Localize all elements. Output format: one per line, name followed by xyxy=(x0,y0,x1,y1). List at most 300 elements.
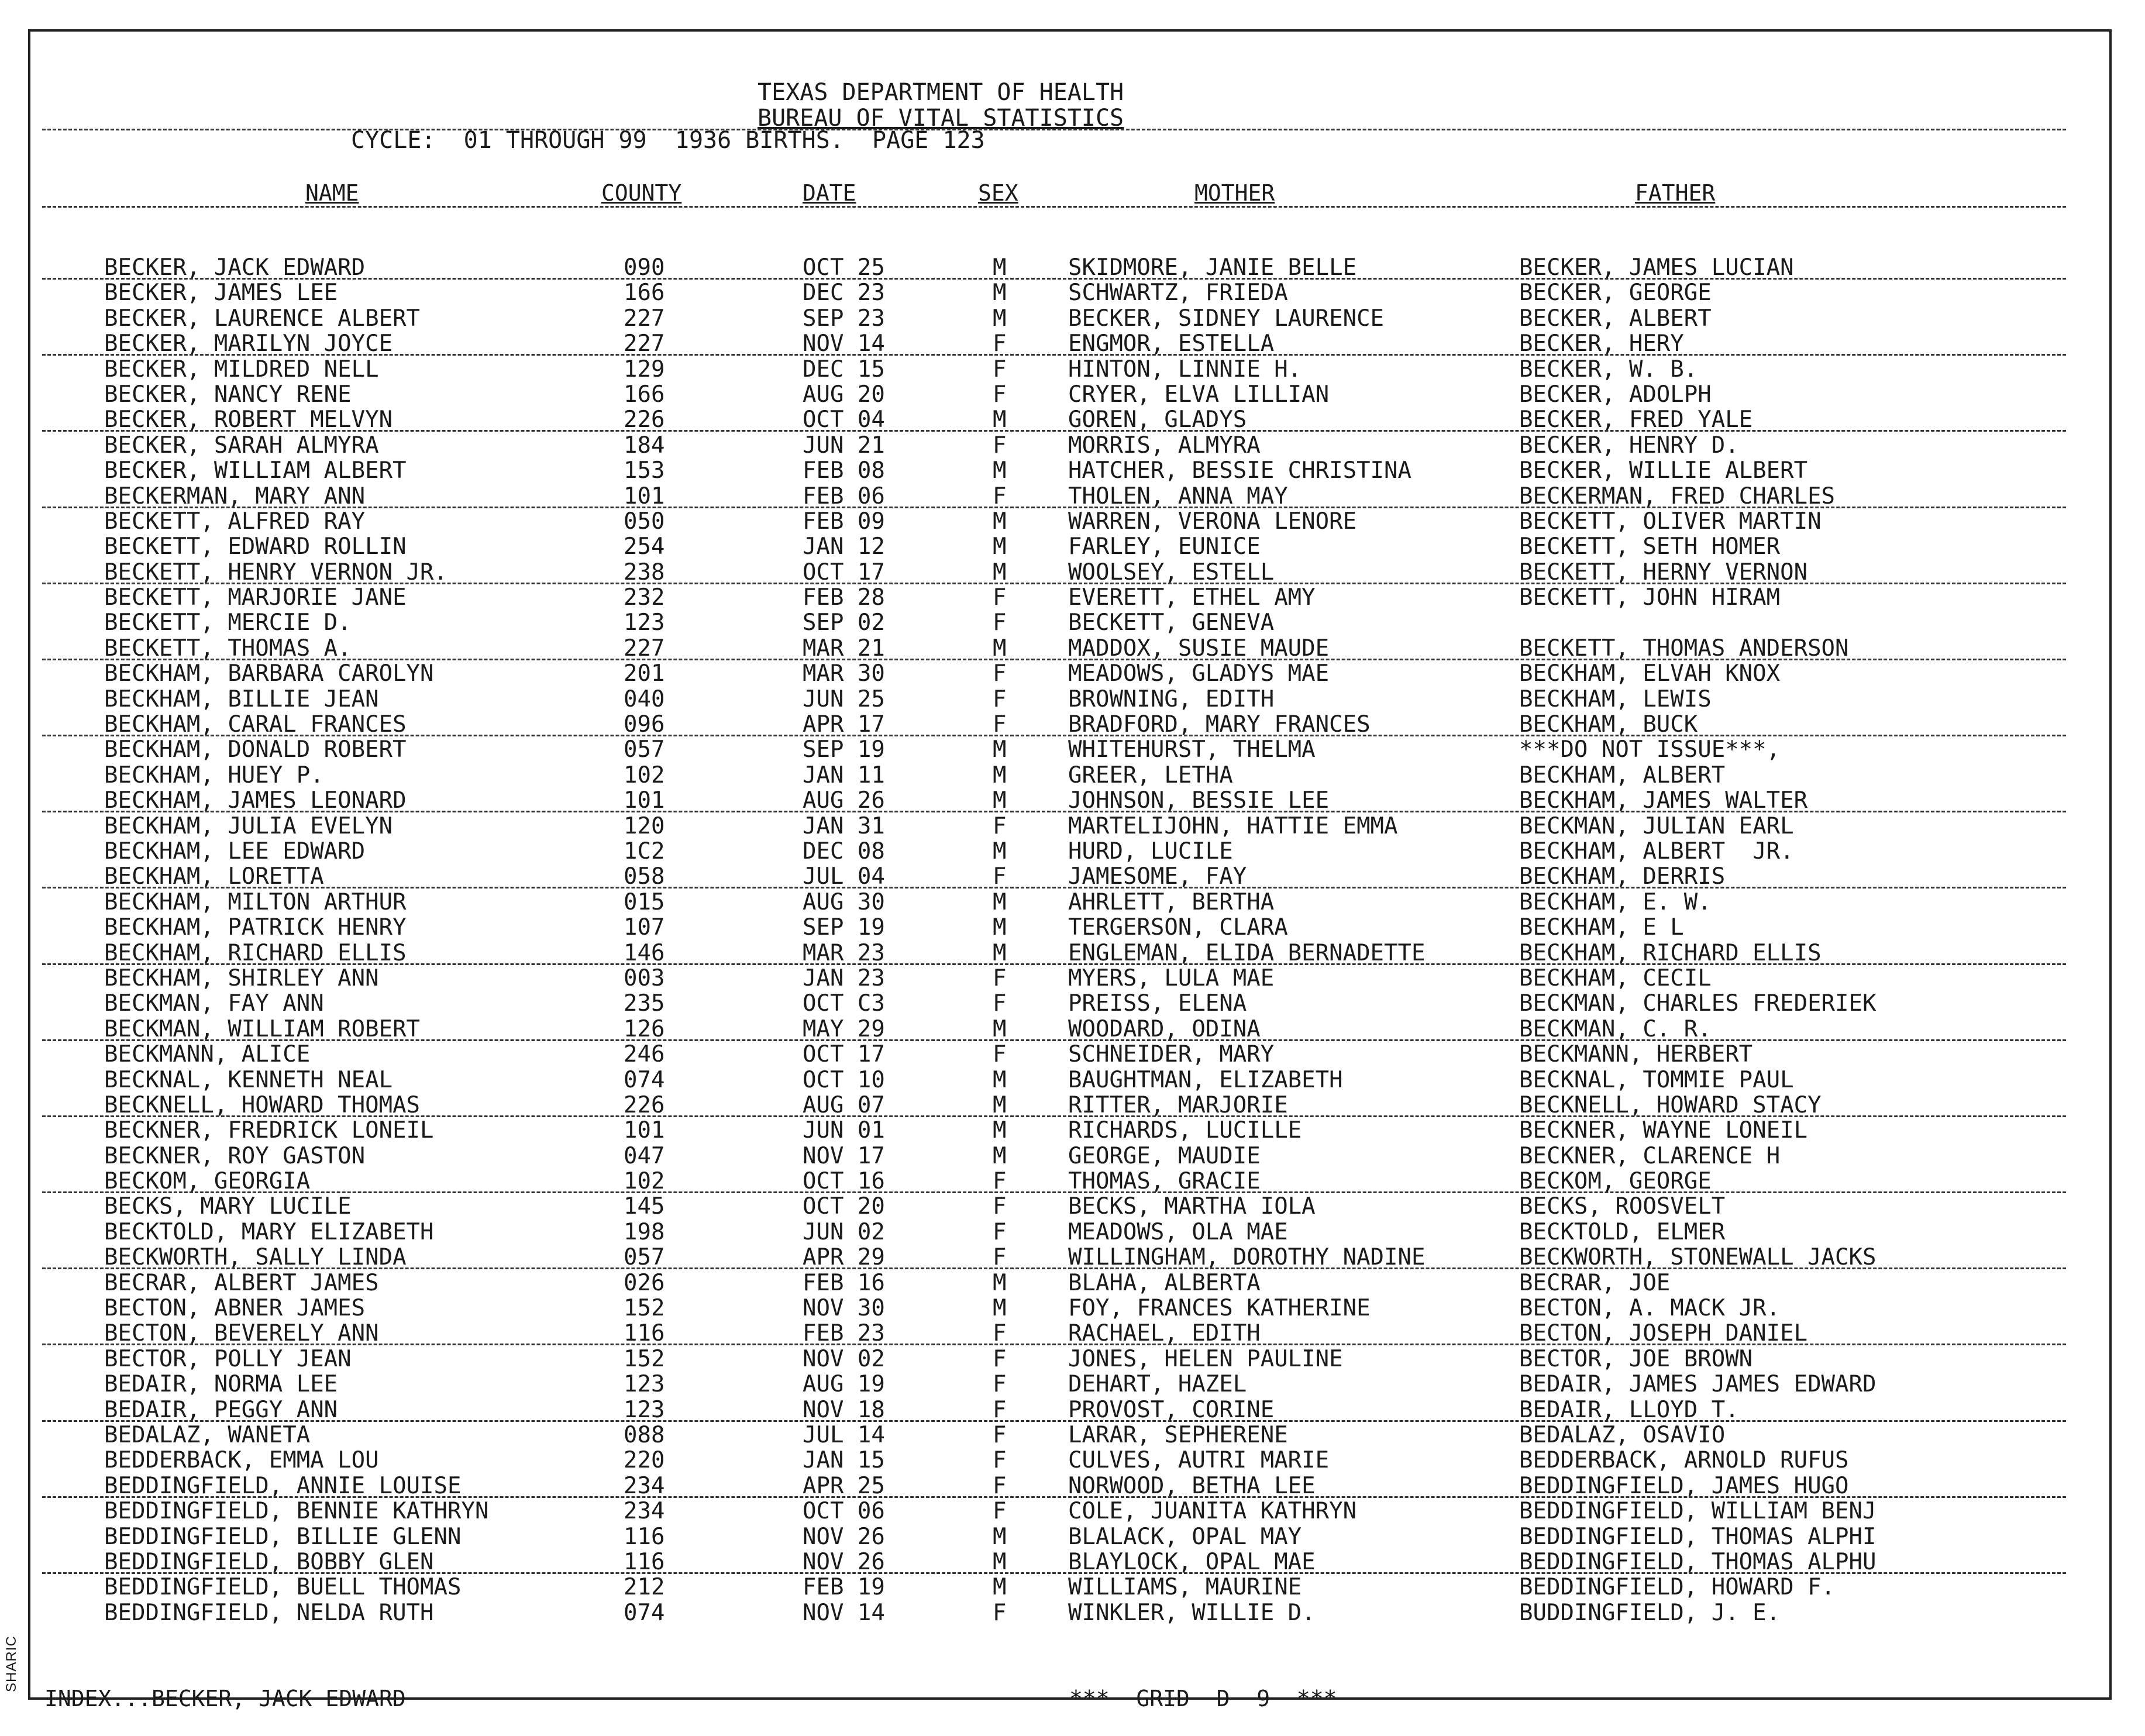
record-name: BECKS, MARY LUCILE xyxy=(104,1193,352,1220)
record-row xyxy=(0,1499,2145,1524)
record-county: 040 xyxy=(624,686,665,712)
record-father: BECKTOLD, ELMER xyxy=(1519,1218,1726,1245)
record-sex: M xyxy=(993,762,1007,788)
record-mother: MARTELIJOHN, HATTIE EMMA xyxy=(1068,812,1398,839)
record-date: FEB 28 xyxy=(803,584,885,611)
record-county: 074 xyxy=(624,1066,665,1093)
record-date: FEB 19 xyxy=(803,1574,885,1601)
record-father: BECKHAM, E. W. xyxy=(1519,888,1712,915)
record-name: BECKMAN, WILLIAM ROBERT xyxy=(104,1015,421,1042)
record-date: DEC 15 xyxy=(803,356,885,383)
record-mother: WARREN, VERONA LENORE xyxy=(1068,508,1357,535)
record-sex: M xyxy=(993,533,1007,560)
record-mother: BAUGHTMAN, ELIZABETH xyxy=(1068,1066,1343,1093)
record-row xyxy=(0,636,2145,661)
record-name: BEDDINGFIELD, BILLIE GLENN xyxy=(104,1523,462,1550)
record-date: JUN 25 xyxy=(803,686,885,712)
record-name: BECKER, JAMES LEE xyxy=(104,280,338,306)
record-county: 057 xyxy=(624,736,665,763)
record-mother: SCHWARTZ, FRIEDA xyxy=(1068,280,1288,306)
record-row xyxy=(0,814,2145,839)
record-mother: WHITEHURST, THELMA xyxy=(1068,736,1316,763)
record-date: JUN 02 xyxy=(803,1218,885,1245)
record-father: BECKHAM, JAMES WALTER xyxy=(1519,787,1808,814)
record-sex: F xyxy=(993,812,1007,839)
record-name: BECKER, JACK EDWARD xyxy=(104,254,366,281)
record-sex: F xyxy=(993,660,1007,687)
record-mother: BRADFORD, MARY FRANCES xyxy=(1068,711,1371,738)
record-name: BECKMAN, FAY ANN xyxy=(104,990,324,1017)
record-father: BECKER, JAMES LUCIAN xyxy=(1519,254,1794,281)
record-mother: BLALACK, OPAL MAY xyxy=(1068,1523,1302,1550)
record-father: BECKHAM, RICHARD ELLIS xyxy=(1519,939,1822,966)
record-county: 226 xyxy=(624,1091,665,1118)
record-row xyxy=(0,1169,2145,1194)
record-county: 026 xyxy=(624,1269,665,1296)
column-header-father: FATHER xyxy=(1635,180,1716,206)
record-county: 003 xyxy=(624,965,665,991)
record-father: BECKHAM, E L xyxy=(1519,914,1684,941)
record-date: OCT 17 xyxy=(803,559,885,585)
record-name: BECKHAM, MILTON ARTHUR xyxy=(104,888,407,915)
record-name: BEDDINGFIELD, BOBBY GLEN xyxy=(104,1548,434,1575)
record-mother: WOOLSEY, ESTELL xyxy=(1068,559,1275,585)
record-date: MAR 23 xyxy=(803,939,885,966)
record-date: JUN 01 xyxy=(803,1117,885,1144)
record-date: FEB 16 xyxy=(803,1269,885,1296)
record-date: JUL 14 xyxy=(803,1421,885,1448)
record-father: ***DO NOT ISSUE***, xyxy=(1519,736,1781,763)
record-sex: F xyxy=(993,1345,1007,1372)
record-name: BEDAIR, PEGGY ANN xyxy=(104,1396,338,1423)
record-row xyxy=(0,1143,2145,1169)
record-sex: M xyxy=(993,914,1007,941)
record-mother: LARAR, SEPHERENE xyxy=(1068,1421,1288,1448)
record-date: APR 17 xyxy=(803,711,885,738)
record-father: BECKER, W. B. xyxy=(1519,356,1698,383)
record-sex: F xyxy=(993,1396,1007,1423)
record-date: FEB 09 xyxy=(803,508,885,535)
record-name: BECKHAM, BARBARA CAROLYN xyxy=(104,660,434,687)
record-date: APR 25 xyxy=(803,1472,885,1499)
record-father: BECKETT, OLIVER MARTIN xyxy=(1519,508,1822,535)
record-name: BECKETT, MARJORIE JANE xyxy=(104,584,407,611)
record-father: BECKER, HENRY D. xyxy=(1519,432,1739,459)
record-date: FEB 06 xyxy=(803,483,885,509)
record-county: 102 xyxy=(624,762,665,788)
record-county: 234 xyxy=(624,1472,665,1499)
record-sex: F xyxy=(993,356,1007,383)
record-date: DEC 08 xyxy=(803,838,885,864)
record-county: 058 xyxy=(624,863,665,890)
record-mother: ENGLEMAN, ELIDA BERNADETTE xyxy=(1068,939,1426,966)
record-row xyxy=(0,966,2145,991)
record-county: 116 xyxy=(624,1548,665,1575)
record-father: BECKER, WILLIE ALBERT xyxy=(1519,457,1808,484)
record-row xyxy=(0,1321,2145,1346)
record-county: 126 xyxy=(624,1015,665,1042)
record-row xyxy=(0,915,2145,940)
record-sex: M xyxy=(993,1015,1007,1042)
record-name: BECKHAM, DONALD ROBERT xyxy=(104,736,407,763)
record-sex: F xyxy=(993,1320,1007,1347)
record-date: JUN 21 xyxy=(803,432,885,459)
record-date: AUG 30 xyxy=(803,888,885,915)
record-date: NOV 26 xyxy=(803,1548,885,1575)
record-county: 123 xyxy=(624,1396,665,1423)
record-name: BECKETT, ALFRED RAY xyxy=(104,508,366,535)
record-name: BECKER, SARAH ALMYRA xyxy=(104,432,379,459)
record-name: BECKNELL, HOWARD THOMAS xyxy=(104,1091,421,1118)
record-row xyxy=(0,1270,2145,1296)
record-name: BECKOM, GEORGIA xyxy=(104,1168,311,1195)
record-row xyxy=(0,661,2145,686)
record-sex: M xyxy=(993,1142,1007,1169)
record-row xyxy=(0,1422,2145,1448)
record-county: 227 xyxy=(624,305,665,332)
record-father: BEDDINGFIELD, THOMAS ALPHI xyxy=(1519,1523,1877,1550)
record-name: BECKER, ROBERT MELVYN xyxy=(104,407,393,433)
record-row xyxy=(0,280,2145,305)
record-row xyxy=(0,382,2145,407)
record-date: FEB 08 xyxy=(803,457,885,484)
record-sex: M xyxy=(993,1269,1007,1296)
record-sex: F xyxy=(993,483,1007,509)
record-name: BEDAIR, NORMA LEE xyxy=(104,1371,338,1398)
record-row xyxy=(0,763,2145,788)
record-name: BECTOR, POLLY JEAN xyxy=(104,1345,352,1372)
record-county: 101 xyxy=(624,483,665,509)
record-row xyxy=(0,737,2145,762)
column-header-county: COUNTY xyxy=(601,180,682,206)
record-mother: JOHNSON, BESSIE LEE xyxy=(1068,787,1330,814)
record-father: BECKETT, HERNY VERNON xyxy=(1519,559,1808,585)
record-sex: F xyxy=(993,1193,1007,1220)
record-sex: F xyxy=(993,1168,1007,1195)
record-county: 145 xyxy=(624,1193,665,1220)
record-row xyxy=(0,306,2145,331)
record-county: 1C2 xyxy=(624,838,665,864)
record-father: BECRAR, JOE xyxy=(1519,1269,1671,1296)
record-name: BECKMANN, ALICE xyxy=(104,1041,311,1068)
record-sex: F xyxy=(993,1472,1007,1499)
record-date: NOV 30 xyxy=(803,1295,885,1322)
record-county: 090 xyxy=(624,254,665,281)
record-father: BECKER, GEORGE xyxy=(1519,280,1712,306)
record-name: BECKHAM, HUEY P. xyxy=(104,762,324,788)
record-date: NOV 18 xyxy=(803,1396,885,1423)
cycle-line: CYCLE: 01 THROUGH 99 1936 BIRTHS. PAGE 123 xyxy=(351,127,985,154)
record-father: BEDAIR, LLOYD T. xyxy=(1519,1396,1739,1423)
record-name: BECKER, MARILYN JOYCE xyxy=(104,330,393,357)
record-mother: WOODARD, ODINA xyxy=(1068,1015,1261,1042)
record-mother: JAMESOME, FAY xyxy=(1068,863,1247,890)
record-sex: M xyxy=(993,1066,1007,1093)
record-county: 101 xyxy=(624,787,665,814)
record-row xyxy=(0,864,2145,889)
record-row xyxy=(0,1549,2145,1575)
record-mother: FOY, FRANCES KATHERINE xyxy=(1068,1295,1371,1322)
record-county: 116 xyxy=(624,1523,665,1550)
record-name: BEDDERBACK, EMMA LOU xyxy=(104,1447,379,1474)
record-father: BECKHAM, DERRIS xyxy=(1519,863,1726,890)
record-row xyxy=(0,941,2145,966)
record-sex: M xyxy=(993,1117,1007,1144)
record-mother: MADDOX, SUSIE MAUDE xyxy=(1068,635,1330,662)
record-county: 050 xyxy=(624,508,665,535)
record-row xyxy=(0,890,2145,915)
record-county: 234 xyxy=(624,1498,665,1525)
record-mother: SKIDMORE, JANIE BELLE xyxy=(1068,254,1357,281)
record-mother: HURD, LUCILE xyxy=(1068,838,1233,864)
record-father: BEDDINGFIELD, WILLIAM BENJ xyxy=(1519,1498,1877,1525)
record-father: BECTON, A. MACK JR. xyxy=(1519,1295,1781,1322)
record-father: BECKER, FRED YALE xyxy=(1519,407,1753,433)
record-name: BECKNER, ROY GASTON xyxy=(104,1142,366,1169)
record-sex: F xyxy=(993,1218,1007,1245)
record-mother: PROVOST, CORINE xyxy=(1068,1396,1275,1423)
record-mother: GOREN, GLADYS xyxy=(1068,407,1247,433)
record-row xyxy=(0,509,2145,534)
record-mother: WILLIAMS, MAURINE xyxy=(1068,1574,1302,1601)
record-row xyxy=(0,433,2145,458)
record-father: BECKMAN, CHARLES FREDERIEK xyxy=(1519,990,1877,1017)
record-date: SEP 19 xyxy=(803,736,885,763)
record-mother: CRYER, ELVA LILLIAN xyxy=(1068,381,1330,408)
record-name: BECKER, MILDRED NELL xyxy=(104,356,379,383)
record-mother: BECKS, MARTHA IOLA xyxy=(1068,1193,1316,1220)
record-county: 198 xyxy=(624,1218,665,1245)
birth-records-list xyxy=(0,255,2145,1625)
record-date: NOV 14 xyxy=(803,1599,885,1626)
bureau-title: BUREAU OF VITAL STATISTICS xyxy=(758,105,1124,132)
record-father: BECKNER, CLARENCE H xyxy=(1519,1142,1781,1169)
record-father: BECKHAM, LEWIS xyxy=(1519,686,1712,712)
record-sex: M xyxy=(993,888,1007,915)
record-county: 102 xyxy=(624,1168,665,1195)
record-sex: M xyxy=(993,1091,1007,1118)
record-row xyxy=(0,1194,2145,1219)
record-mother: TERGERSON, CLARA xyxy=(1068,914,1288,941)
record-date: OCT 16 xyxy=(803,1168,885,1195)
record-sex: F xyxy=(993,584,1007,611)
record-mother: HATCHER, BESSIE CHRISTINA xyxy=(1068,457,1411,484)
record-sex: M xyxy=(993,635,1007,662)
record-father: BEDDINGFIELD, THOMAS ALPHU xyxy=(1519,1548,1877,1575)
record-county: 123 xyxy=(624,609,665,636)
record-county: 166 xyxy=(624,280,665,306)
record-father: BEDDINGFIELD, HOWARD F. xyxy=(1519,1574,1836,1601)
record-county: 235 xyxy=(624,990,665,1017)
record-sex: F xyxy=(993,990,1007,1017)
record-row xyxy=(0,1575,2145,1600)
record-sex: F xyxy=(993,965,1007,991)
record-sex: M xyxy=(993,838,1007,864)
record-sex: M xyxy=(993,939,1007,966)
record-county: 226 xyxy=(624,407,665,433)
record-row xyxy=(0,1296,2145,1321)
record-date: OCT C3 xyxy=(803,990,885,1017)
record-county: 184 xyxy=(624,432,665,459)
record-name: BECKHAM, BILLIE JEAN xyxy=(104,686,379,712)
record-row xyxy=(0,484,2145,509)
record-sex: F xyxy=(993,711,1007,738)
record-mother: ENGMOR, ESTELLA xyxy=(1068,330,1275,357)
record-county: 129 xyxy=(624,356,665,383)
record-date: FEB 23 xyxy=(803,1320,885,1347)
record-row xyxy=(0,1093,2145,1118)
record-row xyxy=(0,1042,2145,1067)
record-father: BEDALAZ, OSAVIO xyxy=(1519,1421,1726,1448)
record-father: BUDDINGFIELD, J. E. xyxy=(1519,1599,1781,1626)
record-date: MAY 29 xyxy=(803,1015,885,1042)
record-father: BECTON, JOSEPH DANIEL xyxy=(1519,1320,1808,1347)
column-header-date: DATE xyxy=(803,180,856,206)
record-mother: PREISS, ELENA xyxy=(1068,990,1247,1017)
record-sex: M xyxy=(993,1523,1007,1550)
record-father: BECKER, ADOLPH xyxy=(1519,381,1712,408)
record-date: OCT 17 xyxy=(803,1041,885,1068)
index-footer: INDEX...BECKER, JACK EDWARD xyxy=(44,1686,406,1711)
record-name: BECKETT, HENRY VERNON JR. xyxy=(104,559,447,585)
record-date: JAN 15 xyxy=(803,1447,885,1474)
record-name: BEDDINGFIELD, BUELL THOMAS xyxy=(104,1574,462,1601)
record-row xyxy=(0,534,2145,559)
record-county: 212 xyxy=(624,1574,665,1601)
record-name: BECKTOLD, MARY ELIZABETH xyxy=(104,1218,434,1245)
record-mother: THOLEN, ANNA MAY xyxy=(1068,483,1288,509)
record-name: BECTON, BEVERELY ANN xyxy=(104,1320,379,1347)
record-row xyxy=(0,839,2145,864)
record-row xyxy=(0,1397,2145,1422)
record-date: AUG 07 xyxy=(803,1091,885,1118)
record-name: BECKNAL, KENNETH NEAL xyxy=(104,1066,393,1093)
column-header-mother: MOTHER xyxy=(1194,180,1275,206)
record-sex: F xyxy=(993,863,1007,890)
record-sex: M xyxy=(993,1574,1007,1601)
record-sex: M xyxy=(993,254,1007,281)
record-row xyxy=(0,1372,2145,1397)
record-name: BECKER, NANCY RENE xyxy=(104,381,352,408)
record-sex: F xyxy=(993,381,1007,408)
record-date: JAN 12 xyxy=(803,533,885,560)
record-sex: M xyxy=(993,305,1007,332)
record-date: DEC 23 xyxy=(803,280,885,306)
record-date: OCT 20 xyxy=(803,1193,885,1220)
record-county: 227 xyxy=(624,330,665,357)
record-father: BECKETT, SETH HOMER xyxy=(1519,533,1781,560)
record-mother: MEADOWS, GLADYS MAE xyxy=(1068,660,1330,687)
record-sex: M xyxy=(993,736,1007,763)
record-mother: NORWOOD, BETHA LEE xyxy=(1068,1472,1316,1499)
record-mother: COLE, JUANITA KATHRYN xyxy=(1068,1498,1357,1525)
side-label: SHARIC xyxy=(4,1635,19,1693)
record-date: NOV 02 xyxy=(803,1345,885,1372)
record-county: 153 xyxy=(624,457,665,484)
column-header-name: NAME xyxy=(305,180,359,206)
record-father: BECKHAM, ELVAH KNOX xyxy=(1519,660,1781,687)
record-father: BECKNER, WAYNE LONEIL xyxy=(1519,1117,1808,1144)
record-row xyxy=(0,357,2145,382)
record-date: JAN 31 xyxy=(803,812,885,839)
record-name: BECKHAM, LEE EDWARD xyxy=(104,838,366,864)
record-row xyxy=(0,788,2145,813)
record-row xyxy=(0,1346,2145,1372)
record-name: BECKERMAN, MARY ANN xyxy=(104,483,366,509)
record-date: OCT 06 xyxy=(803,1498,885,1525)
record-mother: CULVES, AUTRI MARIE xyxy=(1068,1447,1330,1474)
record-date: JAN 11 xyxy=(803,762,885,788)
record-father: BECKMAN, C. R. xyxy=(1519,1015,1712,1042)
record-mother: EVERETT, ETHEL AMY xyxy=(1068,584,1316,611)
record-mother: WILLINGHAM, DOROTHY NADINE xyxy=(1068,1244,1426,1271)
record-mother: MYERS, LULA MAE xyxy=(1068,965,1275,991)
record-name: BECKER, LAURENCE ALBERT xyxy=(104,305,421,332)
record-mother: FARLEY, EUNICE xyxy=(1068,533,1261,560)
record-county: 120 xyxy=(624,812,665,839)
record-row xyxy=(0,1448,2145,1473)
record-sex: M xyxy=(993,407,1007,433)
record-sex: M xyxy=(993,787,1007,814)
record-county: 201 xyxy=(624,660,665,687)
record-row xyxy=(0,1473,2145,1499)
record-date: SEP 19 xyxy=(803,914,885,941)
record-row xyxy=(0,1017,2145,1042)
record-row xyxy=(0,712,2145,737)
record-mother: BECKETT, GENEVA xyxy=(1068,609,1275,636)
record-father: BECKWORTH, STONEWALL JACKS xyxy=(1519,1244,1877,1271)
record-mother: BLAYLOCK, OPAL MAE xyxy=(1068,1548,1316,1575)
record-mother: WINKLER, WILLIE D. xyxy=(1068,1599,1316,1626)
record-county: 123 xyxy=(624,1371,665,1398)
record-father: BECKOM, GEORGE xyxy=(1519,1168,1712,1195)
record-sex: M xyxy=(993,508,1007,535)
record-name: BECKETT, THOMAS A. xyxy=(104,635,352,662)
record-mother: BECKER, SIDNEY LAURENCE xyxy=(1068,305,1385,332)
record-father: BECKERMAN, FRED CHARLES xyxy=(1519,483,1836,509)
record-date: APR 29 xyxy=(803,1244,885,1271)
record-date: NOV 26 xyxy=(803,1523,885,1550)
record-name: BECKHAM, PATRICK HENRY xyxy=(104,914,407,941)
column-header-sex: SEX xyxy=(978,180,1018,206)
record-father: BECKETT, JOHN HIRAM xyxy=(1519,584,1781,611)
record-name: BECKER, WILLIAM ALBERT xyxy=(104,457,407,484)
record-name: BEDALAZ, WANETA xyxy=(104,1421,311,1448)
record-sex: F xyxy=(993,432,1007,459)
record-name: BECKHAM, JULIA EVELYN xyxy=(104,812,393,839)
record-row xyxy=(0,1118,2145,1143)
record-county: 152 xyxy=(624,1345,665,1372)
record-mother: AHRLETT, BERTHA xyxy=(1068,888,1275,915)
record-date: MAR 30 xyxy=(803,660,885,687)
record-name: BECKHAM, SHIRLEY ANN xyxy=(104,965,379,991)
record-row xyxy=(0,331,2145,356)
record-sex: F xyxy=(993,330,1007,357)
record-county: 146 xyxy=(624,939,665,966)
record-row xyxy=(0,687,2145,712)
record-mother: MEADOWS, OLA MAE xyxy=(1068,1218,1288,1245)
record-mother: JONES, HELEN PAULINE xyxy=(1068,1345,1343,1372)
record-father: BECTOR, JOE BROWN xyxy=(1519,1345,1753,1372)
record-sex: F xyxy=(993,1421,1007,1448)
record-mother: THOMAS, GRACIE xyxy=(1068,1168,1261,1195)
record-sex: M xyxy=(993,1295,1007,1322)
record-row xyxy=(0,1245,2145,1270)
header-rule-bottom xyxy=(42,206,2066,208)
record-row xyxy=(0,255,2145,280)
record-name: BECKETT, MERCIE D. xyxy=(104,609,352,636)
record-name: BEDDINGFIELD, BENNIE KATHRYN xyxy=(104,1498,489,1525)
